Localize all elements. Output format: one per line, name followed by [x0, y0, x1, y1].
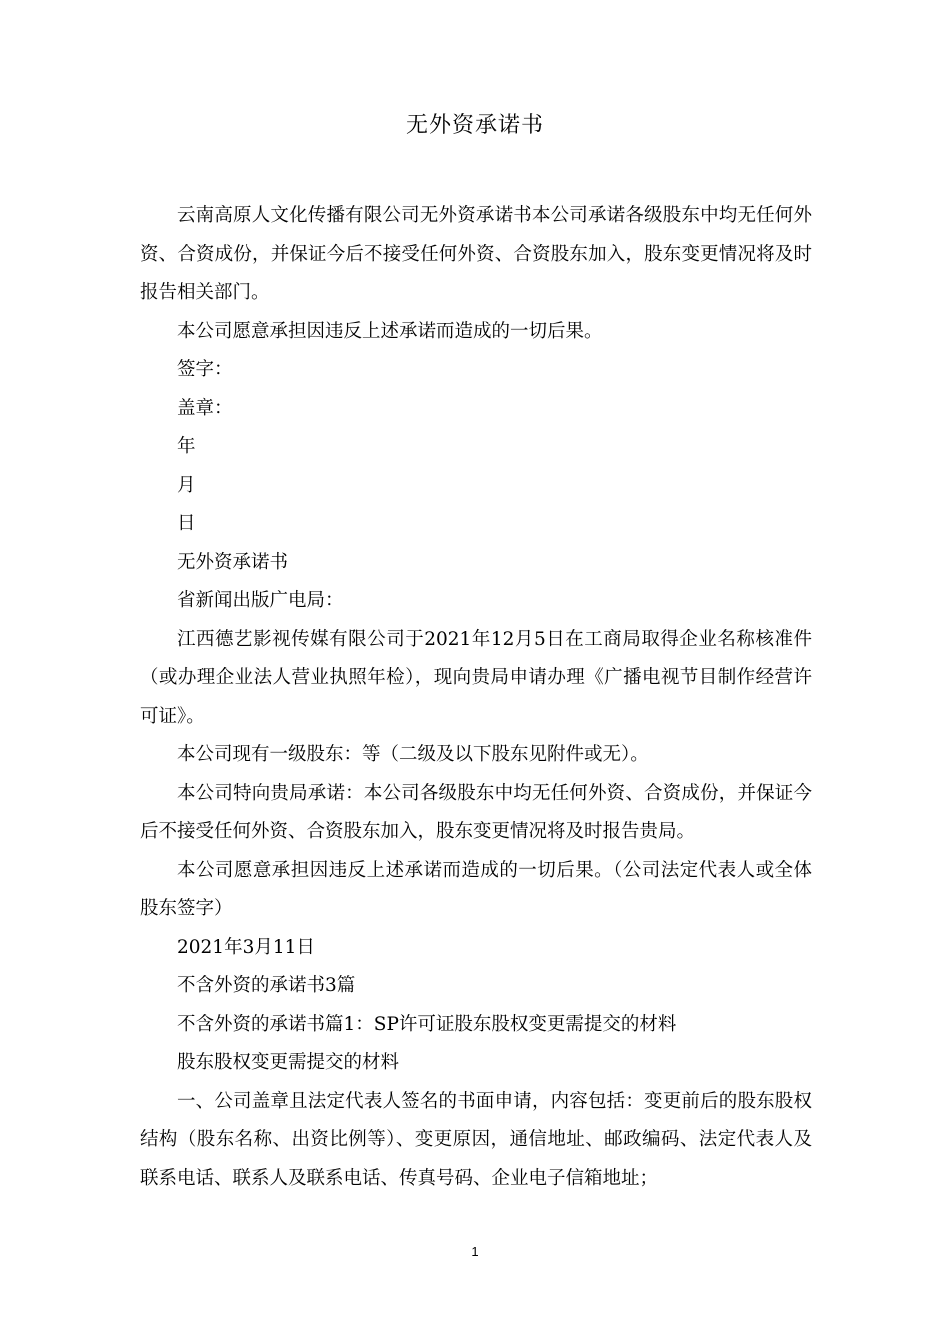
page-number: 1 [471, 1244, 479, 1259]
paragraph: 本公司愿意承担因违反上述承诺而造成的一切后果。 [177, 320, 603, 342]
paragraph: 本公司现有一级股东：等（二级及以下股东见附件或无）。 [177, 744, 649, 765]
date-line: 2021年3月11日 [177, 936, 315, 958]
paragraph: 本公司特向贵局承诺：本公司各级股东中均无任何外资、合资成份，并保证今后不接受任何外资、合资股东加入，股东变更情况将及时报告贵局。 [140, 782, 812, 842]
addressee: 省新闻出版广电局： [177, 590, 344, 611]
document-body [140, 197, 812, 1198]
section-heading: 无外资承诺书 [177, 551, 289, 573]
document-title: 无外资承诺书 [405, 113, 544, 138]
paragraph: 一、公司盖章且法定代表人签名的书面申请，内容包括：变更前后的股东股权结构（股东名称、出资比例等）、变更原因，通信地址、邮政编码、法定代表人及联系电话、联系人及联系电话、传真号码、企业电子信箱地址； [140, 1090, 812, 1189]
paragraph: 本公司愿意承担因违反上述承诺而造成的一切后果。（公司法定代表人或全体股东签字） [140, 859, 812, 919]
section-heading: 不含外资的承诺书篇1：SP许可证股东股权变更需提交的材料 [177, 1013, 677, 1035]
date-day: 日 [177, 513, 196, 534]
date-year: 年 [177, 436, 196, 457]
section-heading: 不含外资的承诺书3篇 [177, 975, 356, 996]
seal-line: 盖章： [177, 397, 233, 419]
paragraph: 江西德艺影视传媒有限公司于2021年12月5日在工商局取得企业名称核准件（或办理企业法人营业执照年检），现向贵局申请办理《广播电视节目制作经营许可证》。 [140, 628, 812, 727]
paragraph: 云南高原人文化传播有限公司无外资承诺书本公司承诺各级股东中均无任何外资、合资成份，并保证今后不接受任何外资、合资股东加入，股东变更情况将及时报告相关部门。 [140, 205, 812, 303]
date-month: 月 [177, 474, 196, 496]
signature-line: 签字： [177, 359, 233, 380]
section-heading: 股东股权变更需提交的材料 [177, 1052, 400, 1073]
